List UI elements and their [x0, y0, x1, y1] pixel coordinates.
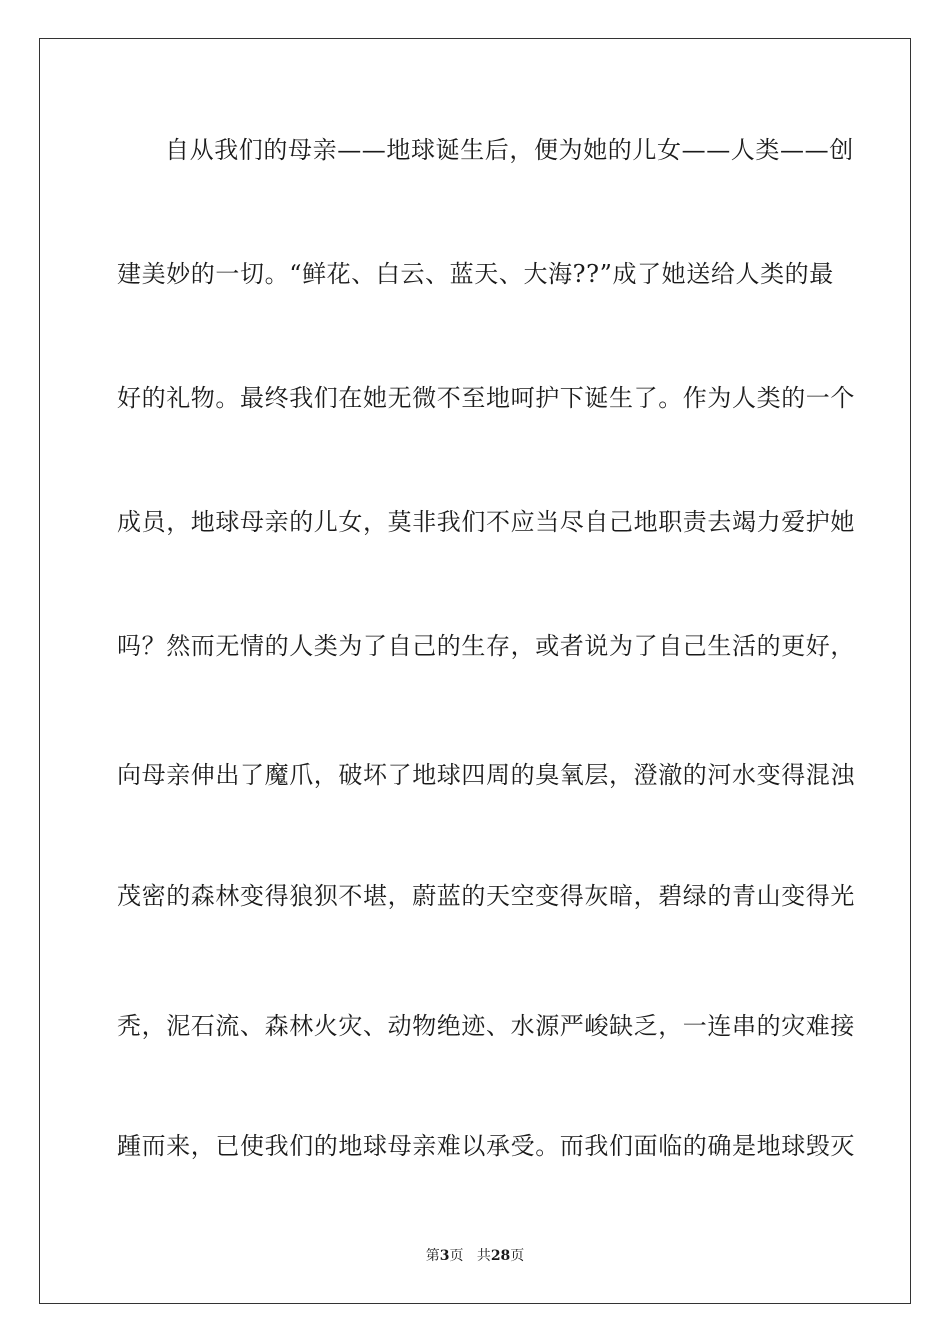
total-prefix: 共	[476, 1248, 491, 1264]
page-border	[39, 38, 911, 1304]
text-line-8: 秃，泥石流、森林火灾、动物绝迹、水源严峻缺乏，一连串的灾难接	[117, 1012, 855, 1040]
page-prefix: 第	[425, 1248, 440, 1264]
text-line-3: 好的礼物。最终我们在她无微不至地呵护下诞生了。作为人类的一个	[117, 384, 855, 412]
total-pages: 28	[490, 1248, 511, 1264]
text-line-1: 自从我们的母亲——地球诞生后，便为她的儿女——人类——创	[165, 136, 854, 164]
text-line-6: 向母亲伸出了魔爪，破坏了地球四周的臭氧层，澄澈的河水变得混浊	[117, 761, 855, 789]
page-number: 3	[439, 1248, 450, 1264]
total-suffix: 页	[510, 1248, 525, 1264]
text-line-4: 成员，地球母亲的儿女，莫非我们不应当尽自己地职责去竭力爱护她	[117, 508, 855, 536]
text-line-5: 吗？然而无情的人类为了自己的生存，或者说为了自己生活的更好，	[117, 632, 855, 660]
text-line-2: 建美妙的一切。“鲜花、白云、蓝天、大海??”成了她送给人类的最	[117, 260, 834, 288]
text-line-9: 踵而来，已使我们的地球母亲难以承受。而我们面临的确是地球毁灭	[117, 1132, 855, 1160]
page-suffix: 页	[449, 1248, 464, 1264]
text-line-7: 茂密的森林变得狼狈不堪，蔚蓝的天空变得灰暗，碧绿的青山变得光	[117, 882, 855, 910]
page-footer	[0, 1247, 950, 1265]
